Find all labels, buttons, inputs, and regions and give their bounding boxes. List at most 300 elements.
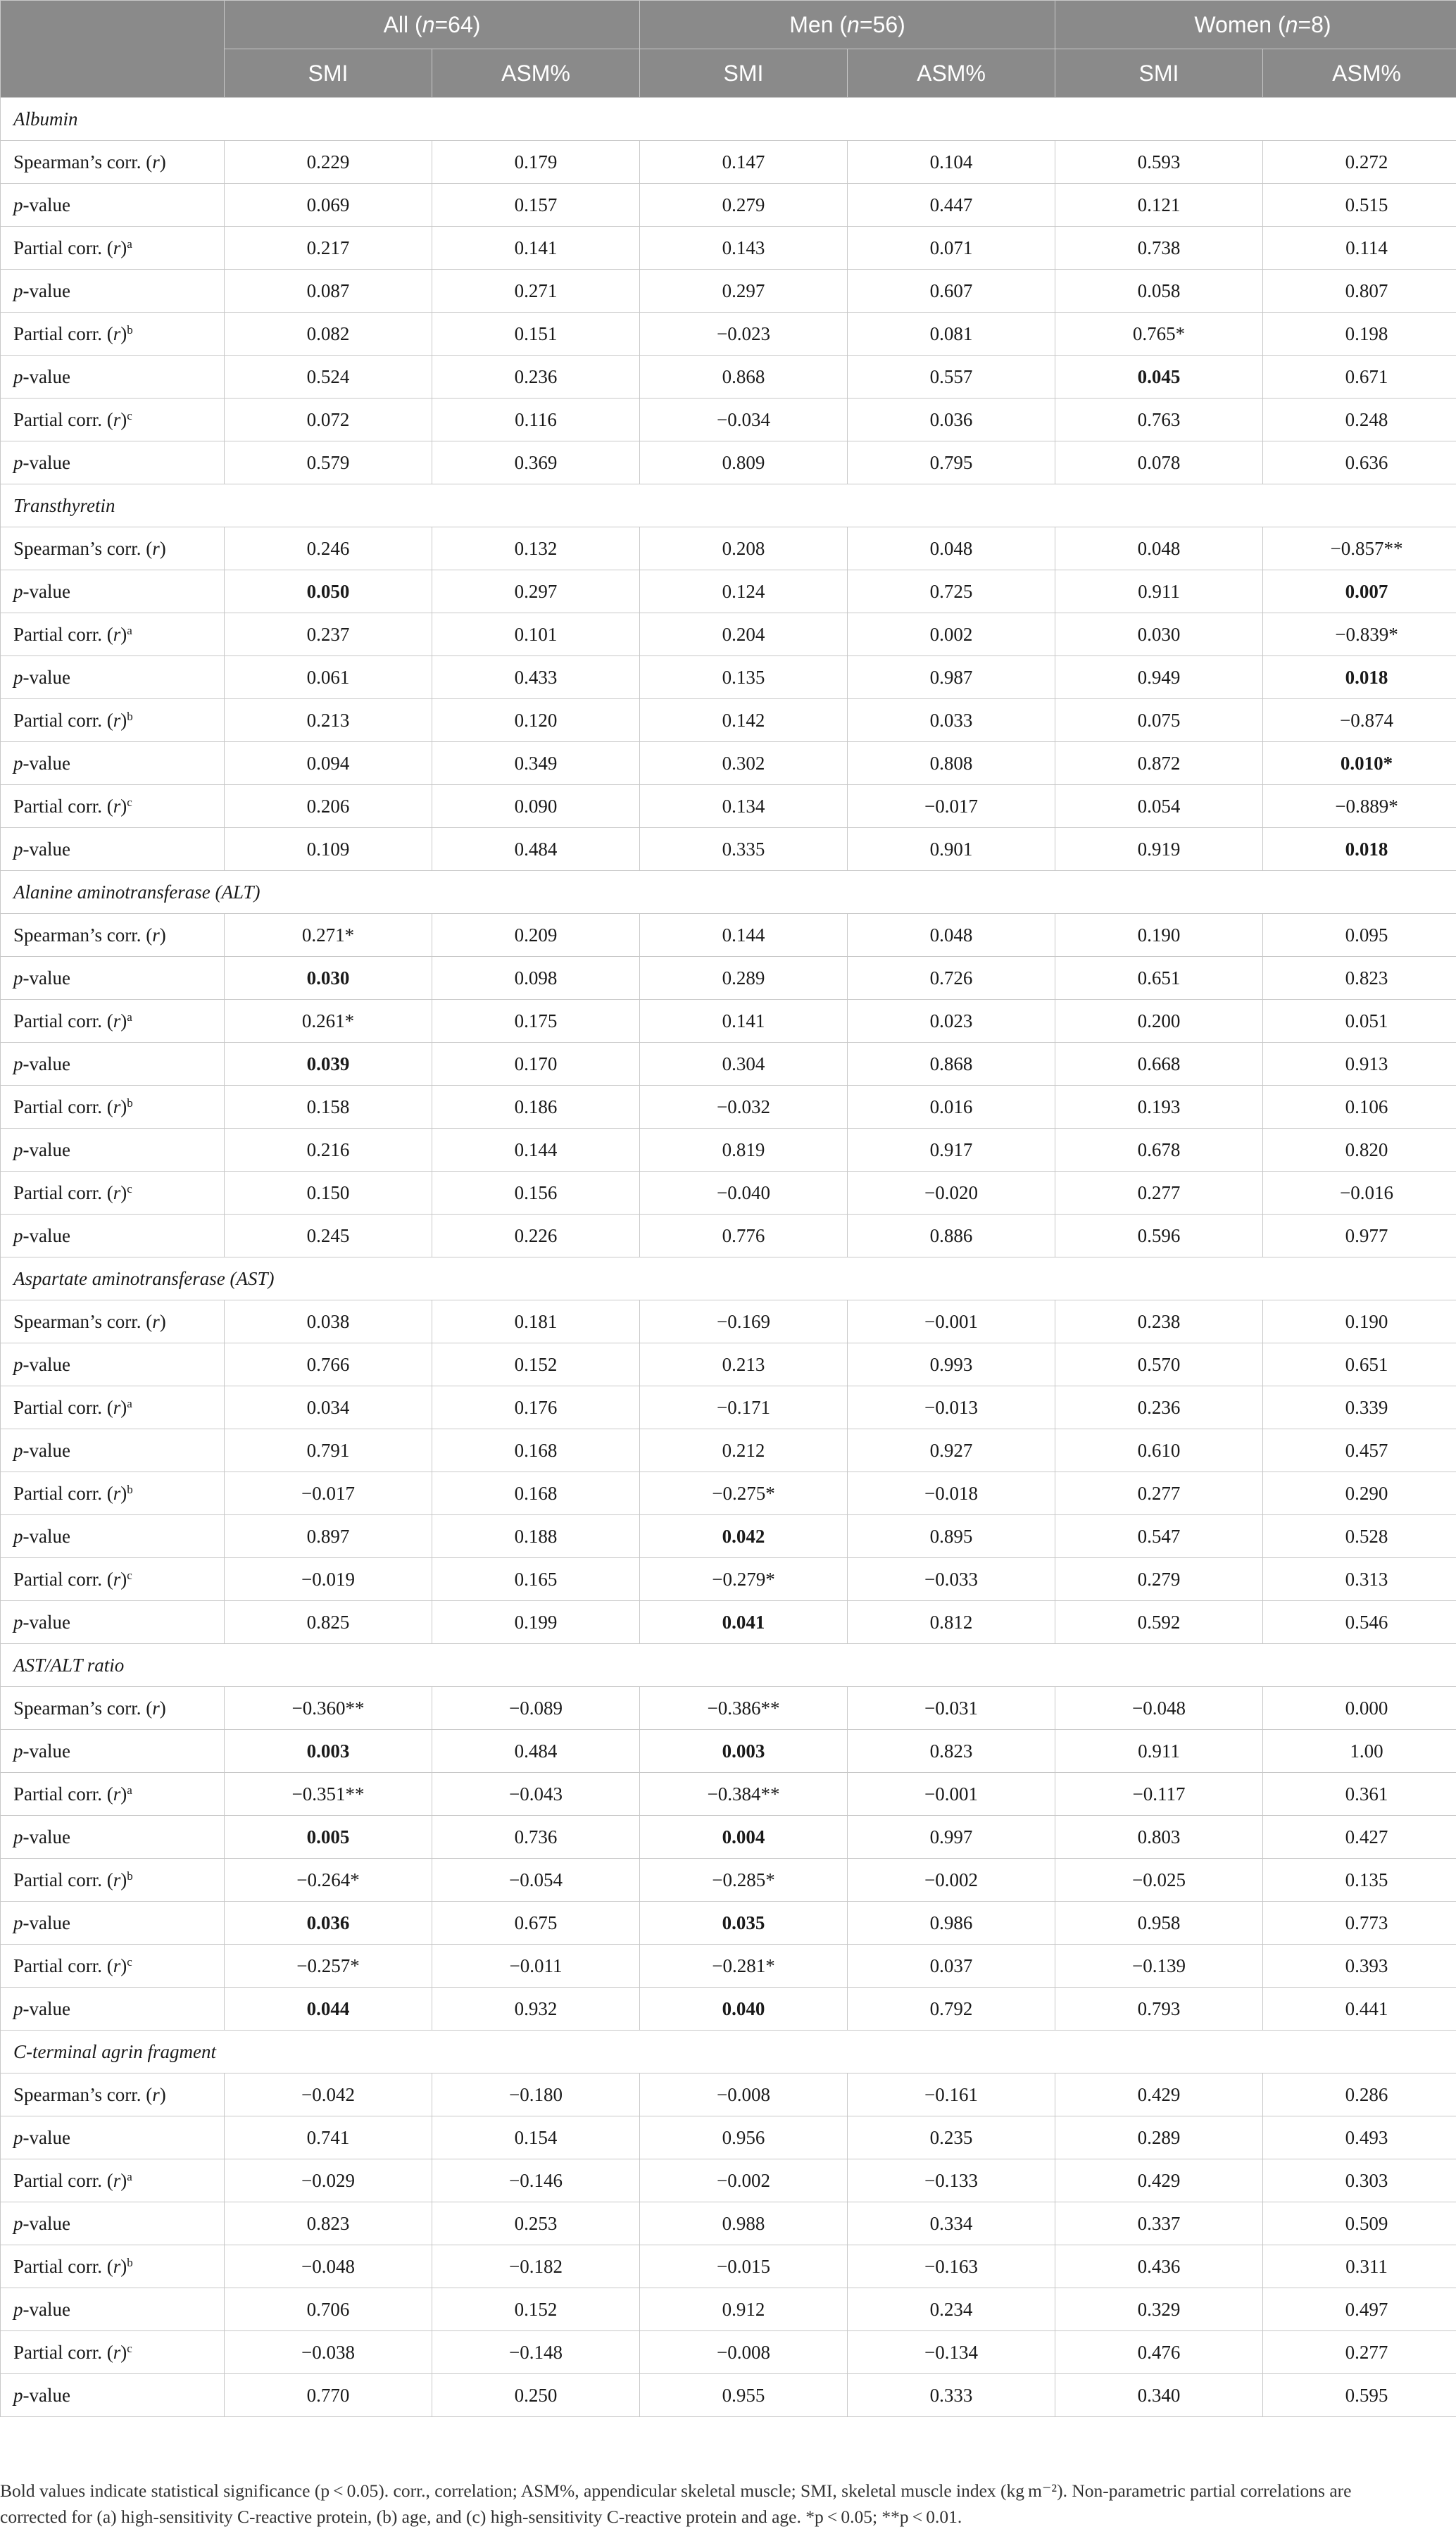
value-cell: 0.807 [1263,270,1456,313]
row-label [1,1043,225,1086]
value-cell: 0.433 [432,656,640,699]
value-cell: 0.793 [1055,1988,1263,2031]
footnote-marker: b [127,322,133,337]
row-label [1,914,225,957]
value-cell: −0.048 [225,2245,432,2288]
value-cell: 0.493 [1263,2116,1456,2159]
row-label-text: p-value [13,194,70,215]
value-cell: 0.098 [432,957,640,1000]
table-body [1,98,1456,2417]
table-row [1,1687,1456,1730]
value-cell: 0.393 [1263,1945,1456,1988]
table-row [1,1043,1456,1086]
value-cell: 0.144 [432,1129,640,1172]
table-row [1,1945,1456,1988]
section-header-row [1,1644,1456,1687]
group-header-women: Women (n=8) [1055,1,1456,49]
value-cell: 0.236 [1055,1386,1263,1429]
value-cell: 0.144 [640,914,848,957]
value-cell: 0.528 [1263,1515,1456,1558]
value-cell: 0.016 [848,1086,1055,1129]
row-label [1,1859,225,1902]
row-label-text: Partial corr. (r) [13,1096,127,1117]
row-label [1,1558,225,1601]
value-cell: 0.090 [432,785,640,828]
value-cell: 0.997 [848,1816,1055,1859]
row-label-text: Partial corr. (r) [13,623,127,645]
value-cell: 0.003 [640,1730,848,1773]
value-cell: 0.238 [1055,1300,1263,1343]
table-row [1,1601,1456,1644]
row-label [1,1215,225,1257]
table-row [1,2116,1456,2159]
row-label-text: p-value [13,2298,70,2320]
value-cell: −0.015 [640,2245,848,2288]
value-cell: 0.304 [640,1043,848,1086]
subheader-cell: SMI [640,49,848,98]
value-cell: 0.151 [432,313,640,356]
table-row [1,2073,1456,2116]
value-cell: −0.148 [432,2331,640,2374]
row-label [1,141,225,184]
value-cell: −0.002 [848,1859,1055,1902]
value-cell: 0.158 [225,1086,432,1129]
row-label [1,270,225,313]
value-cell: 0.213 [225,699,432,742]
row-label-text: Spearman’s corr. (r) [13,537,166,559]
row-label [1,2159,225,2202]
table-row [1,656,1456,699]
value-cell: 0.018 [1263,828,1456,871]
row-label-text: p-value [13,752,70,774]
footnote-marker: c [127,1955,132,1969]
value-cell: −0.025 [1055,1859,1263,1902]
value-cell: 0.770 [225,2374,432,2417]
row-label [1,1000,225,1043]
value-cell: 0.911 [1055,1730,1263,1773]
value-cell: 0.868 [848,1043,1055,1086]
value-cell: −0.161 [848,2073,1055,2116]
value-cell: −0.019 [225,1558,432,1601]
value-cell: 0.248 [1263,399,1456,441]
section-title: C-terminal agrin fragment [1,2031,1456,2073]
value-cell: 0.955 [640,2374,848,2417]
value-cell: 0.116 [432,399,640,441]
value-cell: 0.204 [640,613,848,656]
value-cell: 0.035 [640,1902,848,1945]
value-cell: 0.041 [640,1601,848,1644]
row-label [1,1086,225,1129]
value-cell: 0.150 [225,1172,432,1215]
value-cell: 0.121 [1055,184,1263,227]
row-label [1,184,225,227]
row-label [1,2288,225,2331]
value-cell: 0.792 [848,1988,1055,2031]
table-row [1,2159,1456,2202]
value-cell: 0.181 [432,1300,640,1343]
value-cell: 0.109 [225,828,432,871]
table-row [1,570,1456,613]
row-label [1,1429,225,1472]
value-cell: −0.032 [640,1086,848,1129]
row-label [1,2073,225,2116]
row-label [1,1472,225,1515]
value-cell: −0.285* [640,1859,848,1902]
value-cell: 1.00 [1263,1730,1456,1773]
value-cell: 0.208 [640,527,848,570]
value-cell: −0.275* [640,1472,848,1515]
row-label-text: p-value [13,1912,70,1933]
value-cell: −0.008 [640,2331,848,2374]
section-title: AST/ALT ratio [1,1644,1456,1687]
value-cell: 0.872 [1055,742,1263,785]
table-row [1,1129,1456,1172]
value-cell: −0.281* [640,1945,848,1988]
row-label-text: Partial corr. (r) [13,237,127,258]
table-row [1,270,1456,313]
value-cell: 0.766 [225,1343,432,1386]
table-row [1,1343,1456,1386]
value-cell: 0.003 [225,1730,432,1773]
table-row [1,828,1456,871]
value-cell: 0.795 [848,441,1055,484]
row-label-text: Spearman’s corr. (r) [13,924,166,946]
value-cell: 0.216 [225,1129,432,1172]
row-label [1,313,225,356]
value-cell: 0.546 [1263,1601,1456,1644]
value-cell: 0.596 [1055,1215,1263,1257]
value-cell: 0.044 [225,1988,432,2031]
row-label [1,699,225,742]
row-label-text: p-value [13,1353,70,1375]
value-cell: 0.349 [432,742,640,785]
value-cell: 0.706 [225,2288,432,2331]
footnote-marker: b [127,2255,133,2269]
value-cell: 0.675 [432,1902,640,1945]
value-cell: 0.193 [1055,1086,1263,1129]
value-cell: 0.610 [1055,1429,1263,1472]
row-label [1,1129,225,1172]
table-row [1,2331,1456,2374]
row-label [1,1343,225,1386]
value-cell: 0.095 [1263,914,1456,957]
value-cell: 0.209 [432,914,640,957]
value-cell: 0.509 [1263,2202,1456,2245]
row-label-text: Partial corr. (r) [13,1396,127,1418]
value-cell: 0.000 [1263,1687,1456,1730]
value-cell: 0.763 [1055,399,1263,441]
value-cell: −0.360** [225,1687,432,1730]
value-cell: 0.036 [225,1902,432,1945]
value-cell: −0.163 [848,2245,1055,2288]
table-row [1,1000,1456,1043]
row-label-text: Partial corr. (r) [13,408,127,430]
row-label [1,570,225,613]
row-label [1,656,225,699]
value-cell: 0.678 [1055,1129,1263,1172]
value-cell: 0.313 [1263,1558,1456,1601]
value-cell: −0.171 [640,1386,848,1429]
value-cell: 0.152 [432,1343,640,1386]
group-header-all: All (n=64) [225,1,640,49]
subheader-cell: ASM% [848,49,1055,98]
row-label-text: Partial corr. (r) [13,2255,127,2277]
value-cell: 0.297 [432,570,640,613]
value-cell: 0.152 [432,2288,640,2331]
value-cell: −0.017 [848,785,1055,828]
row-label-text: p-value [13,838,70,860]
footnote-marker: c [127,2341,132,2355]
value-cell: 0.803 [1055,1816,1263,1859]
value-cell: 0.271* [225,914,432,957]
value-cell: −0.180 [432,2073,640,2116]
value-cell: −0.134 [848,2331,1055,2374]
value-cell: 0.592 [1055,1601,1263,1644]
row-label-text: p-value [13,1138,70,1160]
value-cell: 0.143 [640,227,848,270]
value-cell: 0.071 [848,227,1055,270]
row-label-text: Partial corr. (r) [13,2341,127,2363]
value-cell: 0.217 [225,227,432,270]
value-cell: −0.031 [848,1687,1055,1730]
row-label [1,1945,225,1988]
value-cell: −0.169 [640,1300,848,1343]
value-cell: 0.156 [432,1172,640,1215]
value-cell: 0.741 [225,2116,432,2159]
row-label-text: p-value [13,2126,70,2148]
group-header-row [1,1,1456,49]
table-row [1,2288,1456,2331]
value-cell: 0.200 [1055,1000,1263,1043]
value-cell: 0.135 [1263,1859,1456,1902]
value-cell: 0.048 [848,527,1055,570]
value-cell: 0.290 [1263,1472,1456,1515]
table-row [1,785,1456,828]
value-cell: 0.039 [225,1043,432,1086]
row-label-text: p-value [13,967,70,989]
value-cell: 0.236 [432,356,640,399]
value-cell: 0.819 [640,1129,848,1172]
value-cell: 0.986 [848,1902,1055,1945]
table-row [1,914,1456,957]
value-cell: 0.141 [432,227,640,270]
value-cell: 0.429 [1055,2073,1263,2116]
value-cell: 0.895 [848,1515,1055,1558]
value-cell: −0.117 [1055,1773,1263,1816]
value-cell: 0.272 [1263,141,1456,184]
table-row [1,742,1456,785]
value-cell: 0.987 [848,656,1055,699]
value-cell: 0.190 [1263,1300,1456,1343]
value-cell: 0.369 [432,441,640,484]
value-cell: 0.058 [1055,270,1263,313]
value-cell: 0.277 [1263,2331,1456,2374]
section-header-row [1,2031,1456,2073]
table-row [1,1215,1456,1257]
row-label [1,1687,225,1730]
value-cell: 0.277 [1055,1472,1263,1515]
row-label-text: Spearman’s corr. (r) [13,2083,166,2105]
row-label-text: Partial corr. (r) [13,2169,127,2191]
row-label [1,2202,225,2245]
value-cell: 0.917 [848,1129,1055,1172]
value-cell: 0.593 [1055,141,1263,184]
table-row [1,957,1456,1000]
value-cell: 0.213 [640,1343,848,1386]
group-header-men: Men (n=56) [640,1,1055,49]
value-cell: 0.004 [640,1816,848,1859]
row-label-text: p-value [13,2212,70,2234]
value-cell: 0.237 [225,613,432,656]
value-cell: 0.820 [1263,1129,1456,1172]
footnote-marker: a [127,1396,132,1410]
table-row [1,313,1456,356]
footnote-marker: a [127,1010,132,1024]
value-cell: 0.668 [1055,1043,1263,1086]
value-cell: 0.927 [848,1429,1055,1472]
table-row [1,1386,1456,1429]
section-header-row [1,484,1456,527]
row-label [1,1386,225,1429]
value-cell: 0.023 [848,1000,1055,1043]
row-label [1,828,225,871]
value-cell: 0.579 [225,441,432,484]
value-cell: 0.515 [1263,184,1456,227]
value-cell: −0.016 [1263,1172,1456,1215]
row-label-text: p-value [13,666,70,688]
value-cell: 0.868 [640,356,848,399]
value-cell: 0.040 [640,1988,848,2031]
value-cell: 0.651 [1263,1343,1456,1386]
value-cell: 0.078 [1055,441,1263,484]
value-cell: −0.042 [225,2073,432,2116]
value-cell: 0.030 [1055,613,1263,656]
row-label [1,1172,225,1215]
footnote-marker: a [127,237,132,251]
value-cell: 0.988 [640,2202,848,2245]
table-row [1,1859,1456,1902]
row-label [1,2245,225,2288]
value-cell: 0.289 [640,957,848,1000]
value-cell: 0.808 [848,742,1055,785]
subheader-cell: SMI [1055,49,1263,98]
row-label [1,441,225,484]
value-cell: 0.457 [1263,1429,1456,1472]
value-cell: 0.042 [640,1515,848,1558]
value-cell: 0.048 [1055,527,1263,570]
value-cell: 0.234 [848,2288,1055,2331]
value-cell: −0.043 [432,1773,640,1816]
footnote-marker: c [127,1568,132,1582]
footnote-marker: c [127,795,132,809]
value-cell: 0.229 [225,141,432,184]
value-cell: 0.765* [1055,313,1263,356]
value-cell: −0.133 [848,2159,1055,2202]
value-cell: 0.361 [1263,1773,1456,1816]
value-cell: 0.286 [1263,2073,1456,2116]
value-cell: 0.277 [1055,1172,1263,1215]
value-cell: 0.823 [848,1730,1055,1773]
value-cell: 0.809 [640,441,848,484]
value-cell: −0.257* [225,1945,432,1988]
table-row [1,1902,1456,1945]
footnote-marker: a [127,1783,132,1797]
row-label [1,1730,225,1773]
value-cell: 0.050 [225,570,432,613]
table-row [1,441,1456,484]
value-cell: 0.429 [1055,2159,1263,2202]
value-cell: 0.776 [640,1215,848,1257]
value-cell: 0.476 [1055,2331,1263,2374]
row-label-text: Spearman’s corr. (r) [13,1310,166,1332]
footnote-marker: b [127,1096,133,1110]
value-cell: 0.279 [1055,1558,1263,1601]
value-cell: −0.054 [432,1859,640,1902]
value-cell: 0.168 [432,1429,640,1472]
value-cell: −0.018 [848,1472,1055,1515]
subheader-cell: ASM% [432,49,640,98]
value-cell: 0.897 [225,1515,432,1558]
row-label-text: Partial corr. (r) [13,1010,127,1031]
value-cell: 0.607 [848,270,1055,313]
table-row [1,1515,1456,1558]
table-row [1,1172,1456,1215]
value-cell: 0.524 [225,356,432,399]
value-cell: 0.726 [848,957,1055,1000]
row-label [1,742,225,785]
section-title: Aspartate aminotransferase (AST) [1,1257,1456,1300]
value-cell: −0.048 [1055,1687,1263,1730]
row-label [1,527,225,570]
value-cell: 0.072 [225,399,432,441]
value-cell: 0.120 [432,699,640,742]
row-label-text: p-value [13,1525,70,1547]
footnote-marker: c [127,1181,132,1196]
value-cell: −0.351** [225,1773,432,1816]
value-cell: −0.001 [848,1773,1055,1816]
row-label [1,1300,225,1343]
value-cell: 0.289 [1055,2116,1263,2159]
subheader-cell: ASM% [1263,49,1456,98]
subheader-cell: SMI [225,49,432,98]
table-row [1,1988,1456,2031]
value-cell: 0.175 [432,1000,640,1043]
value-cell: 0.069 [225,184,432,227]
value-cell: 0.932 [432,1988,640,2031]
row-label-text: Partial corr. (r) [13,1955,127,1976]
value-cell: 0.993 [848,1343,1055,1386]
value-cell: 0.045 [1055,356,1263,399]
value-cell: 0.337 [1055,2202,1263,2245]
value-cell: −0.020 [848,1172,1055,1215]
value-cell: 0.081 [848,313,1055,356]
value-cell: 0.142 [640,699,848,742]
row-label-text: p-value [13,1826,70,1847]
table-row [1,1558,1456,1601]
footnote-marker: b [127,1869,133,1883]
value-cell: 0.054 [1055,785,1263,828]
row-label-text: p-value [13,1997,70,2019]
value-cell: −0.002 [640,2159,848,2202]
value-cell: 0.886 [848,1215,1055,1257]
value-cell: 0.484 [432,828,640,871]
row-label [1,1902,225,1945]
table-row [1,1773,1456,1816]
section-title: Transthyretin [1,484,1456,527]
value-cell: 0.311 [1263,2245,1456,2288]
row-label [1,613,225,656]
table-row [1,227,1456,270]
